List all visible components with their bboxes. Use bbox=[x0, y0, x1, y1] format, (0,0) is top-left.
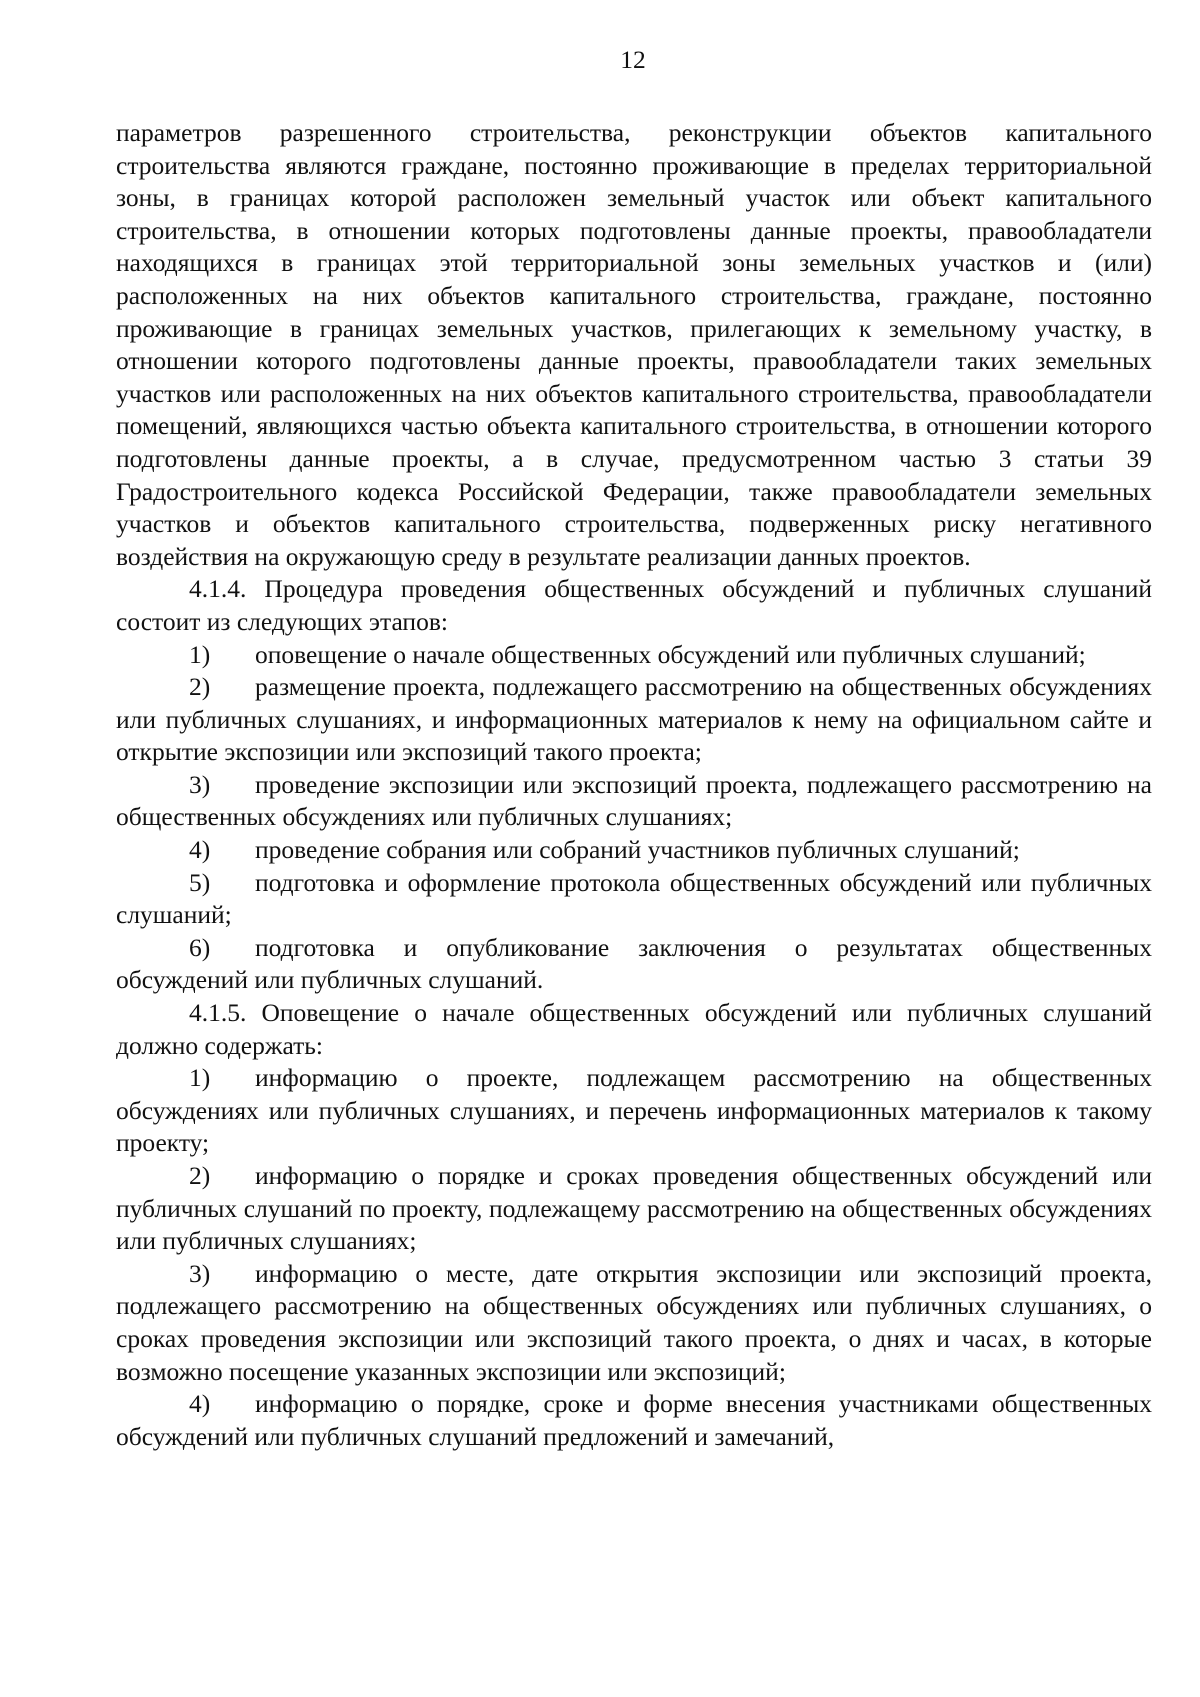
list-item-text: подготовка и опубликование заключения о результатах общественных обсуждений или публичных слушаний. bbox=[116, 932, 1152, 995]
list-item-number: 4) bbox=[189, 1389, 211, 1419]
paragraph-4-1-4: 4.1.4. Процедура проведения общественных обсуждений и публичных слушаний состоит из следующих этапов: bbox=[116, 574, 1152, 636]
list-item bbox=[116, 671, 1152, 769]
list-item-text: размещение проекта, подлежащего рассмотрению на общественных обсуждениях или публичных слушаниях, и информационных материалов к нему на официальном сайте и открытие экспозиции или экспозиций такого проекта; bbox=[116, 672, 1152, 767]
list-item-text: информацию о порядке и сроках проведения общественных обсуждений или публичных слушаний по проекту, подлежащему рассмотрению на общественных обсуждениях или публичных слушаниях; bbox=[116, 1161, 1152, 1256]
list-item-number: 5) bbox=[189, 867, 211, 897]
list-item-number: 6) bbox=[189, 932, 211, 962]
paragraph-continuation: параметров разрешенного строительства, реконструкции объектов капитального строительства являются граждане, постоянно проживающие в пределах территориальной зоны, в границах которой расположен земельный участок или объект капитального строительства, в отношении которых подготовлены данные проекты, правообладатели находящихся в границах этой территориальной зоны земельных участков и (или) расположенных на них объектов капитального строительства, граждане, постоянно проживающие в границах земельных участков, прилегающих к земельному участку, в отношении которого подготовлены данные проекты, правообладатели таких земельных участков или расположенных на них объектов капитального строительства, правообладатели помещений, являющихся частью объекта капитального строительства, в отношении которого подготовлены данные проекты, а в случае, предусмотренном частью 3 статьи 39 Градостроительного кодекса Российской Федерации, также правообладатели земельных участков и объектов капитального строительства, подверженных риску негативного воздействия на окружающую среду в результате реализации данных проектов. bbox=[116, 118, 1152, 571]
list-item bbox=[116, 867, 1152, 932]
list-item bbox=[116, 769, 1152, 834]
list-item bbox=[116, 932, 1152, 997]
paragraph-4-1-5: 4.1.5. Оповещение о начале общественных обсуждений или публичных слушаний должно содержать: bbox=[116, 998, 1152, 1060]
list-item-number: 3) bbox=[189, 1258, 211, 1288]
list-item-number: 2) bbox=[189, 672, 211, 702]
list-item-text: информацию о проекте, подлежащем рассмотрению на общественных обсуждениях или публичных слушаниях, и перечень информационных материалов к такому проекту; bbox=[116, 1063, 1152, 1158]
list-item bbox=[116, 1160, 1152, 1258]
list-item-text: подготовка и оформление протокола общественных обсуждений или публичных слушаний; bbox=[116, 867, 1152, 930]
list-item-number: 1) bbox=[189, 1063, 211, 1093]
list-item bbox=[116, 834, 1152, 867]
list-item-text: проведение экспозиции или экспозиций проекта, подлежащего рассмотрению на общественных обсуждениях или публичных слушаниях; bbox=[116, 769, 1152, 832]
list-item-number: 2) bbox=[189, 1161, 211, 1190]
list-item bbox=[116, 1062, 1152, 1160]
list-item-text: информацию о порядке, сроке и форме внесения участниками общественных обсуждений или публичных слушаний предложений и замечаний, bbox=[116, 1389, 1152, 1451]
list-item bbox=[116, 1388, 1152, 1453]
list-item-number: 3) bbox=[189, 769, 211, 799]
list-item-text: оповещение о начале общественных обсуждений или публичных слушаний; bbox=[255, 639, 1086, 669]
document-body bbox=[116, 117, 1152, 1453]
list-item-text: проведение собрания или собраний участников публичных слушаний; bbox=[255, 835, 1020, 865]
list-item-number: 4) bbox=[189, 835, 211, 865]
list-item bbox=[116, 1258, 1152, 1388]
list-item-number: 1) bbox=[189, 639, 211, 669]
list-item bbox=[116, 639, 1152, 672]
page-number: 12 bbox=[620, 45, 646, 74]
list-item-text: информацию о месте, дате открытия экспозиции или экспозиций проекта, подлежащего рассмотрению на общественных обсуждениях или публичных слушаниях, о сроках проведения экспозиции или экспозиций такого проекта, о днях и часах, в которые возможно посещение указанных экспозиции или экспозиций; bbox=[116, 1258, 1152, 1386]
